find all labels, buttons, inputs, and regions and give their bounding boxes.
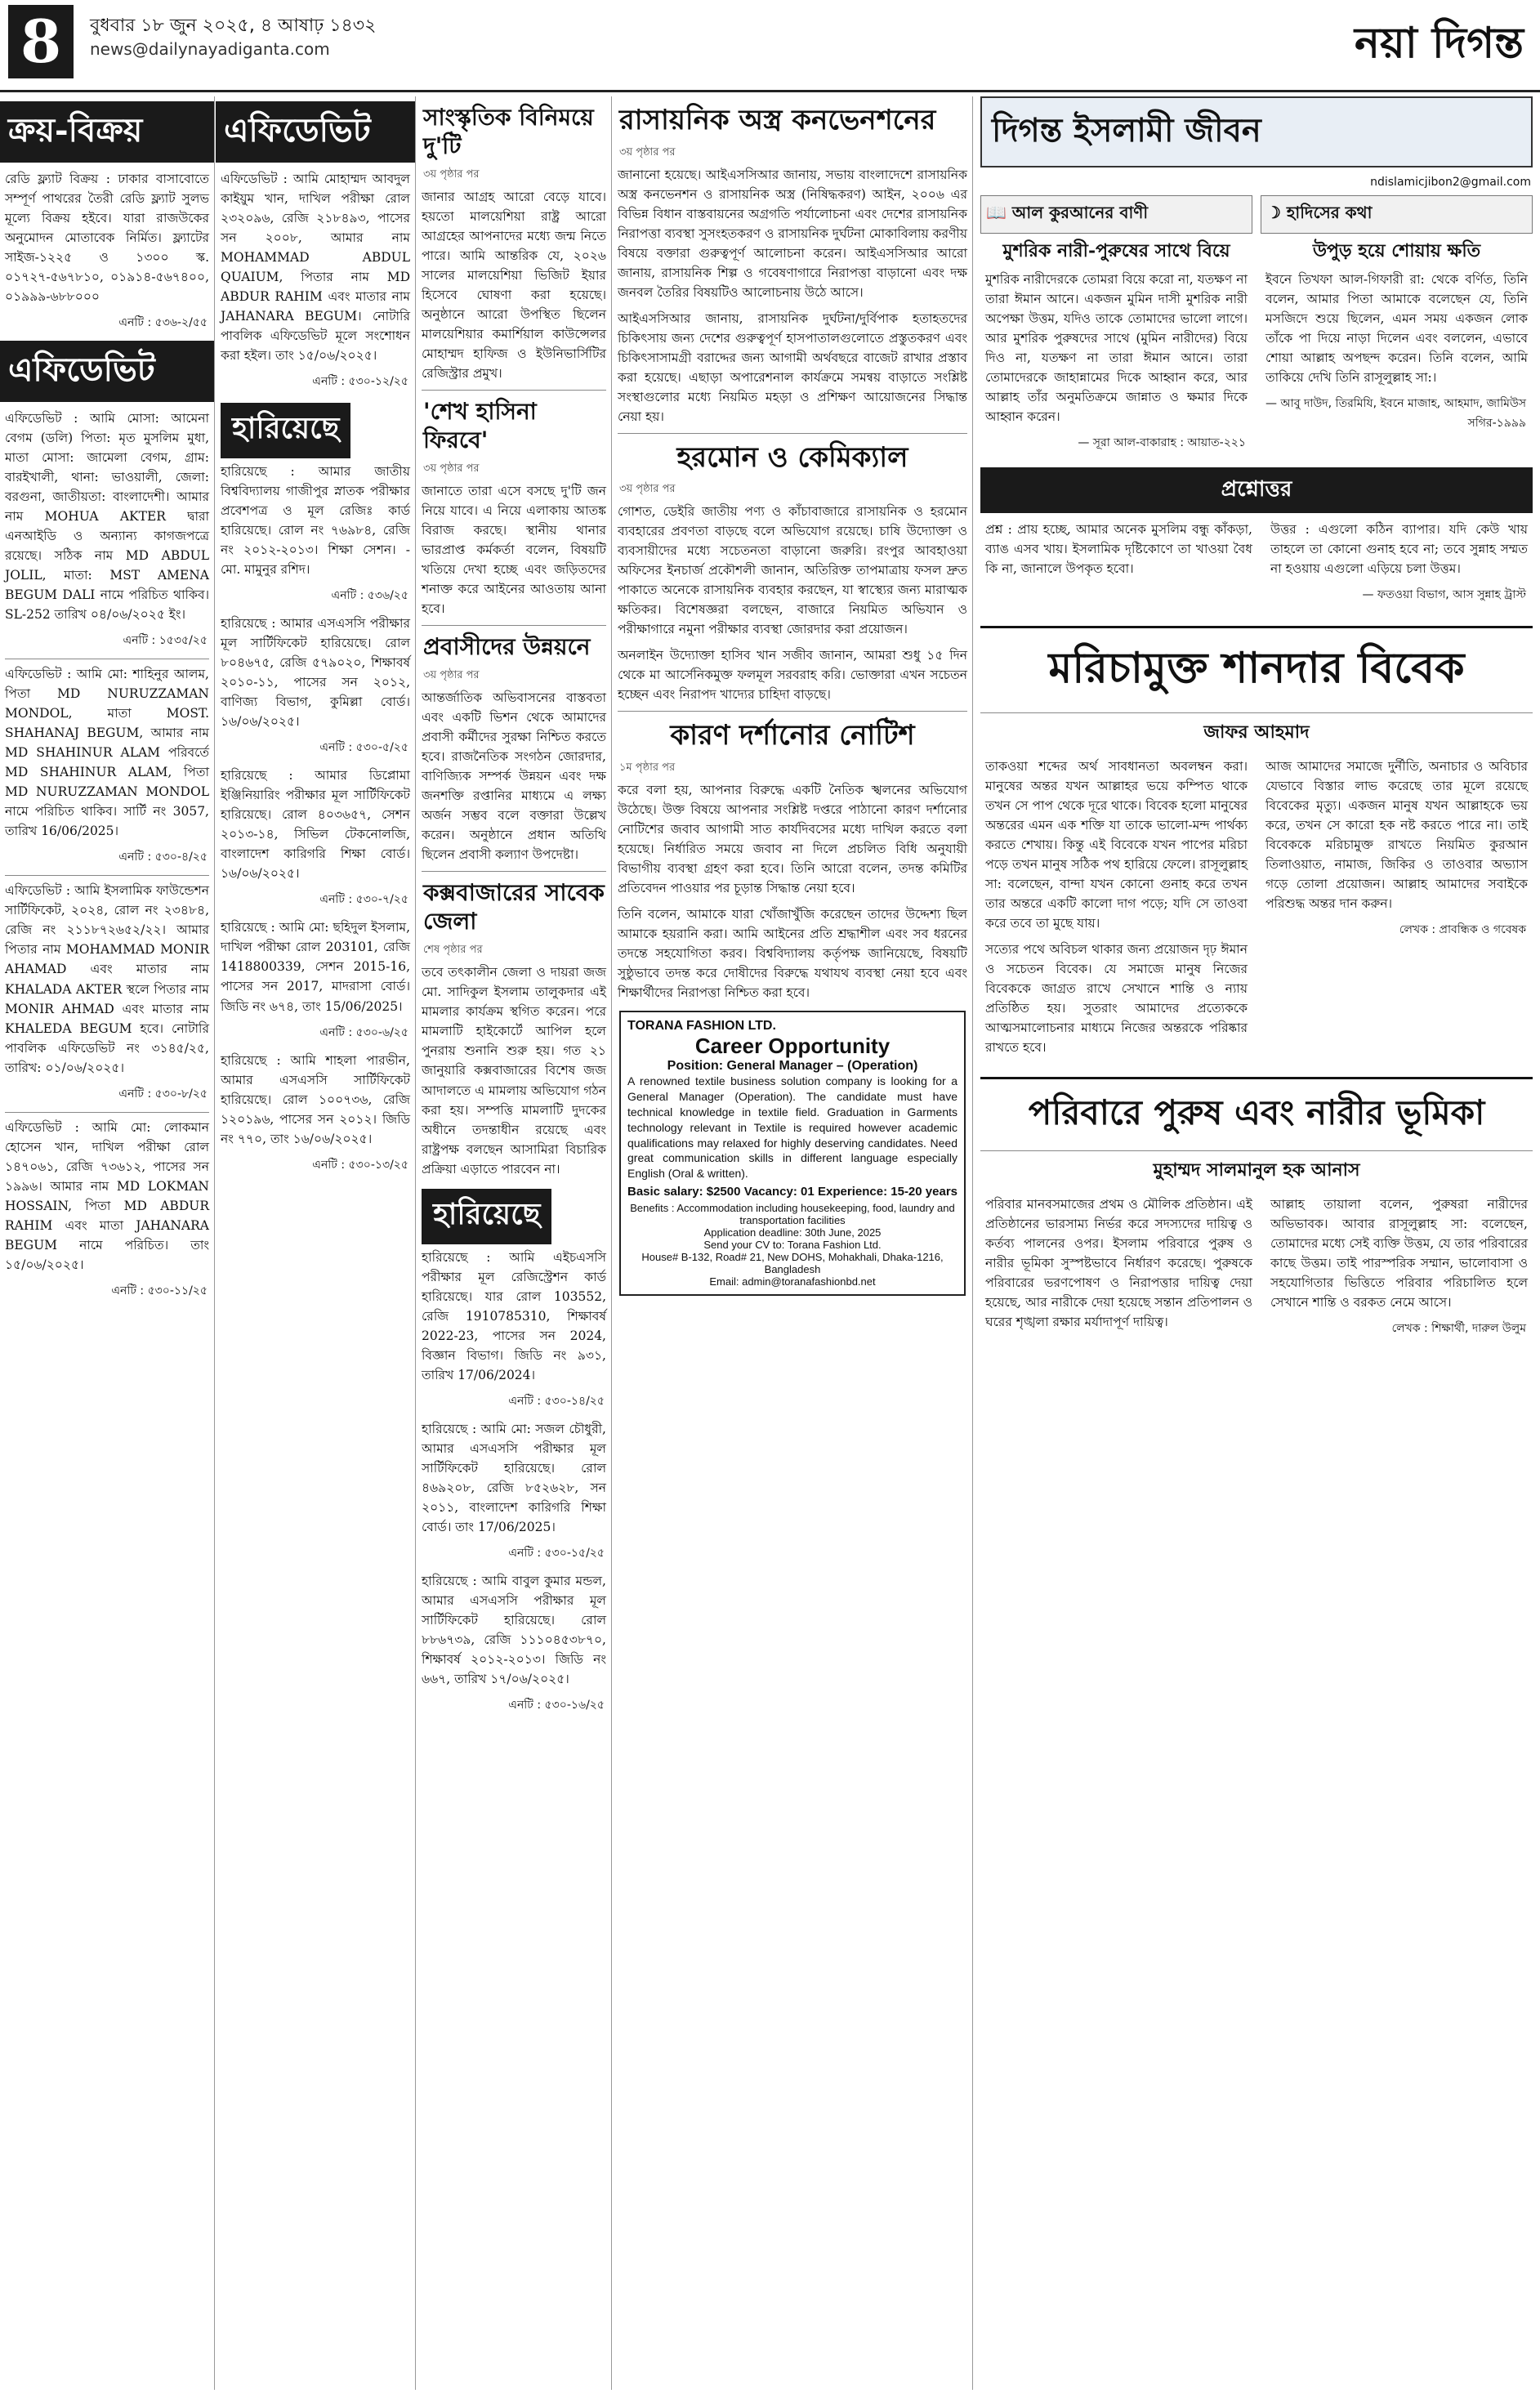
- hadith-source: — আবু দাউদ, তিরমিযি, ইবনে মাজাহ, আহমাদ, জামিউস সগির-১৯৯৯: [1265, 396, 1526, 430]
- quran-heading: [980, 195, 1252, 234]
- continuation-note: ১ম পৃষ্ঠার পর: [619, 761, 676, 774]
- divider: [422, 625, 606, 626]
- issue-date: বুধবার ১৮ জুন ২০২৫, ৪ আষাঢ় ১৪৩২: [90, 16, 377, 36]
- lost-notice-text: হারিয়েছে : আমি শাহলা পারভীন, আমার এসএসসি সার্টিফিকেট হারিয়েছে। রোল ১০০৭৩৬, রেজি ১২০১৯৬, পাসের সন ২০১২। জিডি নং ৭৭০, তাং ১৬/০৬/২০২৫।: [221, 1052, 410, 1146]
- brand-logo: [1355, 10, 1524, 81]
- hadith-text: ইবনে তিখফা আল-গিফারী রা: থেকে বর্ণিত, তিনি বলেন, আমার পিতা আমাকে বলেছেন যে, তিনি মসজিদে শুয়ে ছিলেন, এমন সময় একজন লোক তাঁকে পা দিয়ে নাড়া দিলেন এবং বললেন, এভাবে শোয়া আল্লাহ অপছন্দ করেন। তিনি বলেন, আমি তাকিয়ে দেখি তিনি রাসূলুল্লাহ সা:।: [1265, 271, 1528, 385]
- ad-position: Position: General Manager – (Operation): [667, 1059, 918, 1074]
- lost-notice-text: হারিয়েছে : আমার ডিপ্লোমা ইঞ্জিনিয়ারিং পরীক্ষার মূল সার্টিফিকেট হারিয়েছে। রোল ৪০৩৬৫৭, সেশন ২০১৩-১৪, সিভিল টেকনোলজি, বাংলাদেশ কারিগরি শিক্ষা বোর্ড। ১৬/০৬/২০২৫।: [221, 768, 410, 882]
- article-headline[interactable]: কারণ দর্শানোর নোটিশ: [670, 719, 915, 752]
- hadith-heading: [1261, 195, 1533, 234]
- page-header: [0, 0, 1540, 92]
- ad-vacancy: Vacancy: 01: [743, 1185, 815, 1199]
- article-body: জানার আগ্রহ আরো বেড়ে যাবে। হয়তো মালয়েশিয়া রাষ্ট্র আরো আগ্রহের আপনাদের মধ্যে জন্ম নিতে পারে। আমি আন্তরিক যে, ২০২৬ সালের মালয়েশিয়া ভিজিট ইয়ার হিসেবে ঘোষণা করা হয়েছে। অনুষ্ঠানে আরো উপস্থিত ছিলেন মালয়েশিয়ার কমার্শিয়াল কাউন্সেলর মোহাম্মদ হাফিজ ও ইউনিভার্সিটির রেজিস্ট্রার প্রমুখ।: [422, 190, 606, 382]
- article-body: করে বলা হয়, আপনার বিরুদ্ধে একটি নৈতিক স্খলনের অভিযোগ উঠেছে। উক্ত বিষয়ে আপনার সংশ্লিষ্ট দপ্তরে পাঠানো কারণ দর্শানোর নোটিশের জবাব আগামী সাত কার্যদিবসের মধ্যে দাখিল করতে বলা হয়েছে। নির্ধারিত সময়ে জবাব না দিলে প্রচলিত বিধি অনুযায়ী বিভাগীয় ব্যবস্থা গ্রহণ করা হবে। তিনি আরো বলেন, তদন্ত কমিটির প্রতিবেদন পাওয়ার পর চূড়ান্ত সিদ্ধান্ত নেয়া হবে।: [618, 782, 967, 895]
- qa-answer: উত্তর : এগুলো কঠিন ব্যাপার। যদি কেউ খায় তাহলে তা কোনো গুনাহ হবে না; তবে সুন্নাহ সম্মত না হওয়ায় এগুলো এড়িয়ে চলা উত্তম।: [1270, 521, 1528, 576]
- column-news: [613, 96, 973, 2390]
- lost-notice-text: হারিয়েছে : আমি মো: ছহিদুল ইসলাম, দাখিল পরীক্ষা রোল 203101, রেজি 1418800339, সেশন 2015-16, পাসের সন 2017, মাদরাসা বোর্ড। জিডি নং ৬৭৪, তাং 15/06/2025।: [221, 920, 410, 1014]
- ad-deadline: Application deadline: 30th June, 2025: [703, 1226, 882, 1239]
- brand-name: নয়া দিগন্ত: [1355, 18, 1524, 68]
- continuation-note: ৩য় পৃষ্ঠার পর: [619, 483, 676, 496]
- feature-headline[interactable]: পরিবারে পুরুষ এবং নারীর ভূমিকা: [980, 1077, 1533, 1151]
- continuation-note: ৩য় পৃষ্ঠার পর: [619, 145, 676, 159]
- job-advertisement: [619, 1011, 966, 1296]
- affidavit-text: এফিডেভিট : আমি মো: লোকমান হোসেন খান, দাখিল পরীক্ষা রোল ১৪৭০৬১, রেজি ৭৩৬১২, পাসের সন ১৯৯৬। আমার নাম MD LOKMAN HOSSAIN, পিতা MD ABDUR RAHIM এবং মাতা JAHANARA BEGUM নামে পরিচিত। তাং ১৫/০৬/২০২৫।: [5, 1119, 209, 1272]
- article-headline[interactable]: কক্সবাজারের সাবেক জেলা: [423, 879, 605, 936]
- lost-notice-text: হারিয়েছে : আমি মো: সজল চৌধুরী, আমার এসএসসি পরীক্ষার মূল সার্টিফিকেট হারিয়েছে। রোল ৪৬৯২০৮, রেজি ৮৫২৬২৮, সন ২০১১, বাংলাদেশ কারিগরি শিক্ষা বোর্ড। তাং 17/06/2025।: [422, 1421, 606, 1534]
- article-body: সত্যের পথে অবিচল থাকার জন্য প্রয়োজন দৃঢ় ঈমান ও সচেতন বিবেক। যে সমাজে মানুষ নিজের বিবেককে জাগ্রত রাখে সেখানে শান্তি ও ন্যায় প্রতিষ্ঠিত হয়। সুতরাং আমাদের প্রত্যেককে আত্মসমালোচনার মাধ্যমে নিজের অন্তরকে পরিষ্কার রাখতে হবে।: [985, 941, 1248, 1055]
- article-body: তবে তৎকালীন জেলা ও দায়রা জজ মো. সাদিকুল ইসলাম তালুকদার এই মামলার কার্যক্রম স্থগিত করেন। পরে মামলাটি হাইকোর্টে আপিল হলে পুনরায় শুনানি শুরু হয়। গত ২১ জানুয়ারি কক্সবাজারের বিশেষ জজ আদালতে এ মামলায় অভিযোগ গঠন করা হয়। সম্পত্তি মামলাটি দুদকের অধীনে তদন্তাধীন রয়েছে এবং রাষ্ট্রপক্ষ বলছেন আসামিরা বিচারিক প্রক্রিয়া এড়াতে পারবেন না।: [422, 965, 606, 1177]
- continuation-note: ৩য় পৃষ্ঠার পর: [423, 168, 480, 181]
- article-body: আল্লাহ তায়ালা বলেন, পুরুষরা নারীদের অভিভাবক। আবার রাসূলুল্লাহ সা: বলেছেন, তোমাদের মধ্যে সেই ব্যক্তি উত্তম, যে তার পরিবারের কাছে উত্তম। তাই পারস্পরিক সম্মান, ভালোবাসা ও সহযোগিতার ভিত্তিতে পরিবার পরিচালিত হলে সেখানে শান্তি ও বরকত নেমে আসে।: [1270, 1196, 1528, 1310]
- quran-text: মুশরিক নারীদেরকে তোমরা বিয়ে করো না, যতক্ষণ না তারা ঈমান আনে। একজন মুমিন দাসী মুশরিক নারী অপেক্ষা উত্তম, যদিও তাকে তোমাদের ভালো লাগে। আর মুশরিক পুরুষদের সাথে (মুমিন নারীদের) বিয়ে দিও না, যতক্ষণ না তারা ঈমান আনে। তারা তোমাদেরকে জাহান্নামের দিকে আহ্বান করে, আর আল্লাহ তাঁর অনুমতিক্রমে জান্নাত ও ক্ষমার দিকে আহ্বান করেন।: [985, 271, 1248, 424]
- feature-headline[interactable]: মরিচামুক্ত শানদার বিবেক: [980, 626, 1533, 713]
- feature-body: [980, 757, 1533, 1064]
- article-body: জানানো হয়েছে। আইএসসিআর জানায়, সভায় বাংলাদেশে রাসায়নিক অস্ত্র কনভেনশন ও রাসায়নিক অস্ত্র (নিষিদ্ধকরণ) আইন, ২০০৬ এর বিভিন্ন বিধান বাস্তবায়নের অগ্রগতি পর্যালোচনা এবং দেশের রাসায়নিক নিরাপত্তা ব্যবস্থা সুসংহতকরণ ও রাসায়নিক দুর্ঘটনা মোকাবিলায় করণীয় বিষয়ে বক্তারা গুরুত্বপূর্ণ আলোচনা করেন। আইএসসিআর আরো জানায়, রাসায়নিক শিল্প ও গবেষণাগারে নিরাপত্তা বাড়ানো এবং দক্ষ জনবল তৈরির বিষয়টিও আলোচনায় উঠে আসে।: [618, 167, 967, 300]
- divider: [618, 433, 967, 434]
- qa-row: [980, 520, 1533, 613]
- section-heading-lost: হারিয়েছে: [422, 1189, 551, 1244]
- article-body: আইএসসিআর জানায়, রাসায়নিক দুর্ঘটনা/দুর্বিপাক হতাহতদের চিকিৎসায় জন্য দেশের গুরুত্বপূর্ণ হাসপাতালগুলোতে প্রস্তুতকরণ এবং চিকিৎসাসামগ্রী বরাদ্দের জন্য আগামী অর্থবছরে বাজেট রাখার প্রস্তাব করা হয়েছে। এছাড়া অপারেশনাল কার্যক্রমে সমন্বয় বাড়াতে সংশ্লিষ্ট সংস্থাগুলোর মধ্যে নিয়মিত মহড়া ও প্রশিক্ষণ আয়োজনের সিদ্ধান্ত নেয়া হয়।: [618, 310, 967, 424]
- qa-heading: প্রশ্নোত্তর: [980, 467, 1533, 513]
- crescent-icon: ☽: [1266, 203, 1281, 222]
- column-news-continued: [417, 96, 612, 2390]
- lost-notice-text: হারিয়েছে : আমার এসএসসি পরীক্ষার মূল সার্টিফিকেট হারিয়েছে। রোল ৮০৪৬৭৫, রেজি ৫৭৯০২০, শিক্ষাবর্ষ ২০১০-১১, পাসের সন ২০১২, বাণিজ্য বিভাগ, কুমিল্লা বোর্ড। ১৬/০৬/২০২৫।: [221, 616, 410, 730]
- lost-notice-text: হারিয়েছে : আমি এইচএসসি পরীক্ষার মূল রেজিস্ট্রেশন কার্ড হারিয়েছে। যার রোল 103552, রেজি 1910785310, শিক্ষাবর্ষ 2022-23, পাসের সন 2024, বিজ্ঞান বিভাগ। জিডি নং ৯৩১, তারিখ 17/06/2024।: [422, 1249, 606, 1382]
- ad-send-cv: Send your CV to: Torana Fashion Ltd.: [703, 1239, 882, 1252]
- lost-notice-text: হারিয়েছে : আমি বাবুল কুমার মন্ডল, আমার এসএসসি পরীক্ষার মূল সার্টিফিকেট হারিয়েছে। রোল ৮৮৬৭৩৯, রেজি ১১১০৪৫৩৮৭০, শিক্ষাবর্ষ ২০১২-২০১৩। জিডি নং ৬৬৭, তারিখ ১৭/০৬/২০২৫।: [422, 1573, 606, 1686]
- quran-heading-label: আল কুরআনের বাণী: [1011, 203, 1149, 222]
- author-note: লেখক : প্রাবন্ধিক ও গবেষক: [1399, 922, 1526, 936]
- ad-code: এনটি : ৫৩০-৬/২৫: [319, 1025, 408, 1039]
- feature-body: [980, 1195, 1533, 1346]
- ad-code: এনটি : ৫৩০-১৫/২৫: [508, 1546, 605, 1560]
- quran-title: মুশরিক নারী-পুরুষের সাথে বিয়ে: [1002, 240, 1230, 261]
- continuation-note: ৩য় পৃষ্ঠার পর: [423, 669, 480, 682]
- quran-hadith-row: [980, 192, 1533, 461]
- ad-email[interactable]: Email: admin@toranafashionbd.net: [709, 1275, 876, 1288]
- article-body: গোশত, ডেইরি জাতীয় পণ্য ও কাঁচাবাজারে রাসায়নিক ও হরমোন ব্যবহারের প্রবণতা বাড়ছে বলে অভিযোগ রয়েছে। চাষি উদ্যোক্তা ও ব্যবসায়ীদের মধ্যে সচেতনতা বাড়ানো জরুরি। রংপুর আবহাওয়া অফিসের ইনচার্জ প্রকৌশলী জানান, অতিরিক্ত তাপমাত্রায় ফসল দ্রুত পাকাতে অনেকে রাসায়নিক ব্যবহার করছেন, যা স্বাস্থ্যের জন্য মারাত্মক ক্ষতিকর। বিশেষজ্ঞরা বলছেন, বাজারে নিয়মিত অভিযান ও পরীক্ষাগারে নমুনা পরীক্ষার ব্যবস্থা জোরদার করা প্রয়োজন।: [618, 504, 967, 637]
- article-body: তিনি বলেন, আমাকে যারা খোঁজাখুঁজি করেছেন তাদের উদ্দেশ্য ছিল আমাকে হয়রানি করা। আমি আইনের প্রতি শ্রদ্ধাশীল এবং সব ধরনের তদন্তে সহযোগিতা করব। বিশ্ববিদ্যালয় কর্তৃপক্ষ জানিয়েছে, বিষয়টি সুষ্ঠুভাবে তদন্ত করে দোষীদের বিরুদ্ধে যথাযথ ব্যবস্থা নেয়া হবে এবং শিক্ষার্থীদের নিরাপত্তা নিশ্চিত করা হবে।: [618, 906, 967, 1001]
- qa-question: প্রশ্ন : প্রায় হচ্ছে, আমার অনেক মুসলিম বন্ধু কাঁকড়া, ব্যাঙ এসব খায়। ইসলামিক দৃষ্টিকোণে তা খাওয়া বৈধ কি না, জানালে উপকৃত হবো।: [985, 521, 1252, 576]
- continuation-note: ৩য় পৃষ্ঠার পর: [423, 462, 480, 476]
- feature-col-right: [1261, 757, 1533, 1064]
- ad-code: এনটি : ৫৩৬/২৫: [331, 589, 408, 603]
- section-heading-affidavit: এফিডেভিট: [216, 101, 415, 163]
- ad-experience: Experience: 15-20 years: [818, 1185, 957, 1199]
- article-author: জাফর আহমাদ: [1203, 721, 1310, 743]
- divider: [422, 871, 606, 872]
- column-islamic-life: [974, 96, 1539, 2390]
- column-classifieds: [0, 96, 215, 2390]
- ad-code: এনটি : ৫৩০-৭/২৫: [319, 893, 408, 907]
- article-headline[interactable]: রাসায়নিক অস্ত্র কনভেনশনের: [619, 104, 936, 136]
- affidavit-text: এফিডেভিট : আমি ইসলামিক ফাউন্ডেশন সার্টিফিকেট, ২০২৪, রোল নং ২৩৪৮৪, রেজি নং ২১১৮৭২৬৫২/২২। আমার পিতার নাম MOHAMMAD MONIR AHAMAD এবং মাতার নাম KHALADA AKTER স্থলে পিতার নাম MONIR AHMAD এবং মাতার নাম KHALEDA BEGUM হবে। নোটারি পাবলিক এফিডেভিট নং ৩১৪৫/২৫, তারিখ: ০১/০৬/২০২৫।: [5, 883, 209, 1075]
- column-affidavits: [216, 96, 416, 2390]
- article-headline[interactable]: হরমোন ও কেমিক্যাল: [676, 440, 908, 474]
- ad-code: এনটি : ৫৩০-৮/২৫: [118, 1087, 208, 1101]
- article-body: অনলাইন উদ্যোক্তা হাসিব খান সজীব জানান, আমরা শুধু ১৫ দিন থেকে মা আর্সেনিকমুক্ত ফলমূল সরবরাহ করি। ভোক্তারা এখন সচেতন হচ্ছেন এবং নিরাপদ খাদ্যের চাহিদা বাড়ছে।: [618, 648, 967, 703]
- section-heading-sale: ক্রয়-বিক্রয়: [0, 101, 214, 163]
- ad-code: এনটি : ৫৩০-১৬/২৫: [508, 1698, 605, 1712]
- ad-facts: [627, 1185, 957, 1199]
- ad-code: এনটি : ৫৩৬-২/৫৫: [118, 316, 208, 330]
- qa-answer-block: [1265, 520, 1533, 613]
- divider: [5, 1112, 209, 1113]
- article-body: পরিবার মানবসমাজের প্রথম ও মৌলিক প্রতিষ্ঠান। এই প্রতিষ্ঠানের ভারসাম্য নির্ভর করে সদস্যদের দায়িত্ব ও কর্তব্য পালনের ওপর। ইসলাম পরিবারে পুরুষ ও নারীর ভূমিকা সুস্পষ্টভাবে নির্ধারণ করেছে। পুরুষকে পরিবারের ভরণপোষণ ও নিরাপত্তার দায়িত্ব দেয়া হয়েছে, আর নারীকে দেয়া হয়েছে সন্তান প্রতিপালন ও ঘরের শৃঙ্খলা রক্ষার মর্যাদাপূর্ণ দায়িত্ব।: [985, 1196, 1252, 1329]
- divider: [618, 711, 967, 712]
- islamic-section-banner: [980, 96, 1533, 167]
- ad-code: এনটি : ৫৩০-১২/২৫: [312, 375, 408, 389]
- qa-source: — ফতওয়া বিভাগ, আস সুন্নাহ ট্রাস্ট: [1362, 587, 1526, 601]
- affidavit-text: এফিডেভিট : আমি মো: শাহিনুর আলম, পিতা MD NURUZZAMAN MONDOL, মাতা MOST. SHAHANAJ BEGUM, আমার নাম MD SHAHINUR ALAM পরিবর্তে MD SHAHINUR ALAM, পিতা MD NURUZZAMAN MONDOL নামে পরিচিত থাকিব। সার্টি নং 3057, তারিখ 16/06/2025।: [5, 667, 209, 839]
- feature-col-right: [1265, 1195, 1533, 1346]
- section-heading-islamic: দিগন্ত ইসলামী জীবন: [992, 111, 1261, 150]
- article-headline[interactable]: সাংস্কৃতিক বিনিময়ে দু'টি: [423, 104, 594, 159]
- lost-notice-text: হারিয়েছে : আমার জাতীয় বিশ্ববিদ্যালয় গাজীপুর স্নাতক পরীক্ষার প্রবেশপত্র ও মূল রেজিঃ কার্ড হারিয়েছে। রোল নং ৭৬৯৮৪, রেজি নং ২০১২-২০১৩। শিক্ষা সেশন। - মো. মামুনুর রশিদ।: [221, 464, 410, 578]
- author-note: লেখক : শিক্ষার্থী, দারুল উলুম: [1391, 1322, 1526, 1335]
- ad-salary: Basic salary: $2500: [627, 1185, 741, 1199]
- article-body: জানাতে তারা এসে বসছে দু'টি জন নিয়ে যাবে। এ নিয়ে এলাকায় আতঙ্ক বিরাজ করছে। স্থানীয় থানার ভারপ্রাপ্ত কর্মকর্তা বলেন, বিষয়টি খতিয়ে দেখা হচ্ছে এবং জড়িতদের শনাক্ত করে আইনের আওতায় আনা হবে।: [422, 484, 606, 617]
- hadith-title: উপুড় হয়ে শোয়ায় ক্ষতি: [1312, 240, 1481, 261]
- ad-code: এনটি : ৫৩০-৪/২৫: [118, 851, 208, 864]
- quran-source: — সূরা আল-বাকারাহ : আয়াত-২২১: [1078, 435, 1246, 449]
- book-icon: 📖: [986, 203, 1007, 222]
- ad-code: এনটি : ৫৩০-১৩/২৫: [312, 1158, 408, 1172]
- ad-text: রেডি ফ্ল্যাট বিক্রয় : ঢাকার বাসাবোতে সম্পূর্ণ পাথরের তৈরী রেডি ফ্ল্যাট সুলভ মূল্যে বিক্রয় হইবে। যারা রাজউকের অনুমোদন মোতাবেক নির্মিত। ফ্ল্যাটের সাইজ-১২২৫ ও ১৩০০ স্ক. ০১৭২৭-৫৬৭৮১০, ০১৯১৪-৫৬৭৪০০, ০১৯৯৯-৬৮৮০০০: [5, 172, 209, 305]
- section-heading-affidavit: এফিডেভিট: [0, 341, 214, 402]
- continuation-note: শেষ পৃষ্ঠার পর: [423, 944, 483, 957]
- hadith-block: [1261, 192, 1533, 461]
- article-body: আন্তর্জাতিক অভিবাসনের বাস্তবতা এবং একটি ভিশন থেকে আমাদের প্রবাসী কর্মীদের সুরক্ষা নিশ্চিত করতে হবে। রাজনৈতিক সংগঠন জোরদার, বাণিজ্যিক সম্পর্ক উন্নয়ন এবং দক্ষ জনশক্তি রপ্তানির মাধ্যমে এ লক্ষ্য অর্জন সম্ভব বলে বক্তারা উল্লেখ করেন। অনুষ্ঠানে প্রধান অতিথি ছিলেন প্রবাসী কল্যাণ উপদেষ্টা।: [422, 690, 606, 863]
- article-author: মুহাম্মদ সালমানুল হক আনাস: [1153, 1159, 1360, 1181]
- ad-code: এনটি : ১৫৩৫/২৫: [123, 634, 208, 648]
- header-email[interactable]: news@dailynayadiganta.com: [90, 39, 330, 59]
- section-email[interactable]: ndislamicjibon2@gmail.com: [1370, 176, 1531, 189]
- ad-body: A renowned textile business solution company is looking for a General Manager (Operation). The candidate must have technical knowledge in textile field. Graduation in Garments technology relevant in Textile is required however academic qualifications may relaxed for highly deserving candidates. Need great communication skills in different language especially English (Oral & written).: [627, 1074, 957, 1181]
- ad-code: এনটি : ৫৩০-১১/২৫: [111, 1284, 208, 1297]
- article-body: আজ আমাদের সমাজে দুর্নীতি, অনাচার ও অবিচার যেভাবে বিস্তার লাভ করেছে তার মূলে রয়েছে বিবেকের মৃত্যু। একজন মানুষ যখন আল্লাহকে ভয় করে, তখন সে কারো হক নষ্ট করতে পারে না। তাই বিবেককে মরিচামুক্ত রাখতে নিয়মিত কুরআন তিলাওয়াত, নামাজ, জিকির ও তাওবার অভ্যাস গড়ে তোলা প্রয়োজন। আল্লাহ আমাদের সবাইকে পরিশুদ্ধ অন্তর দান করুন।: [1265, 758, 1528, 911]
- feature-col-left: [980, 757, 1252, 1064]
- quran-block: [980, 192, 1252, 461]
- divider: [422, 390, 606, 391]
- article-headline[interactable]: প্রবাসীদের উন্নয়নে: [423, 633, 591, 661]
- page-number: 8: [8, 5, 74, 78]
- article-headline[interactable]: 'শেখ হাসিনা ফিরবে': [423, 398, 537, 454]
- section-heading-lost: হারিয়েছে: [221, 403, 350, 458]
- ad-address: House# B-132, Road# 21, New DOHS, Mohakhali, Dhaka-1216, Bangladesh: [641, 1251, 944, 1276]
- ad-code: এনটি : ৫৩০-১৪/২৫: [508, 1394, 605, 1408]
- ad-title: Career Opportunity: [694, 1034, 891, 1059]
- ad-brand: TORANA FASHION LTD.: [627, 1019, 776, 1034]
- affidavit-text: এফিডেভিট : আমি মোহাম্মদ আবদুল কাইয়ুম খান, দাখিল পরীক্ষা রোল ২৩২০৯৬, রেজি ২১৮৪৯৩, পাসের সন ২০০৮, আমার নাম MOHAMMAD ABDUL QUAIUM, পিতার নাম MD ABDUR RAHIM এবং মাতার নাম JAHANARA BEGUM। নোটারি পাবলিক এফিডেভিট মূলে সংশোধন করা হইল। তাং ১৫/০৬/২০২৫।: [221, 172, 410, 364]
- article-body: তাকওয়া শব্দের অর্থ সাবধানতা অবলম্বন করা। মানুষের অন্তর যখন আল্লাহর ভয়ে কম্পিত থাকে তখন সে পাপ থেকে দূরে থাকে। বিবেক হলো মানুষের অন্তরের এমন এক শক্তি যা তাকে ভালো-মন্দ পার্থক্য করতে শেখায়। কিন্তু এই বিবেকে যখন পাপের মরিচা পড়ে তখন মানুষ সঠিক পথ হারিয়ে ফেলে। রাসূলুল্লাহ সা: বলেছেন, বান্দা যখন কোনো গুনাহ করে তখন তার অন্তরে একটি কালো দাগ পড়ে; যদি সে তাওবা করে তবে তা মুছে যায়।: [985, 758, 1248, 931]
- hadith-heading-label: হাদিসের কথা: [1286, 203, 1373, 222]
- affidavit-text: এফিডেভিট : আমি মোসা: আমেনা বেগম (ডলি) পিতা: মৃত মুসলিম মুধা, মাতা মোসা: জামেলা বেগম, গ্রাম: বারইখালী, থানা: ভাওয়ালী, জেলা: বরগুনা, জাতীয়তা: বাংলাদেশী। আমার নাম MOHUA AKTER দ্বারা এনআইডি ও অন্যান্য কাগজপত্রে রয়েছে। সঠিক নাম MD ABDUL JOLIL, মাতা: MST AMENA BEGUM DALI নামে পরিচিত থাকিব। SL-252 তারিখ ০৪/০৬/২০২৫ ইং।: [5, 411, 209, 623]
- divider: [5, 875, 209, 876]
- ad-code: এনটি : ৫৩০-৫/২৫: [319, 741, 408, 755]
- ad-benefits: Benefits : Accommodation including housekeeping, food, laundry and transportation facilities: [630, 1202, 955, 1227]
